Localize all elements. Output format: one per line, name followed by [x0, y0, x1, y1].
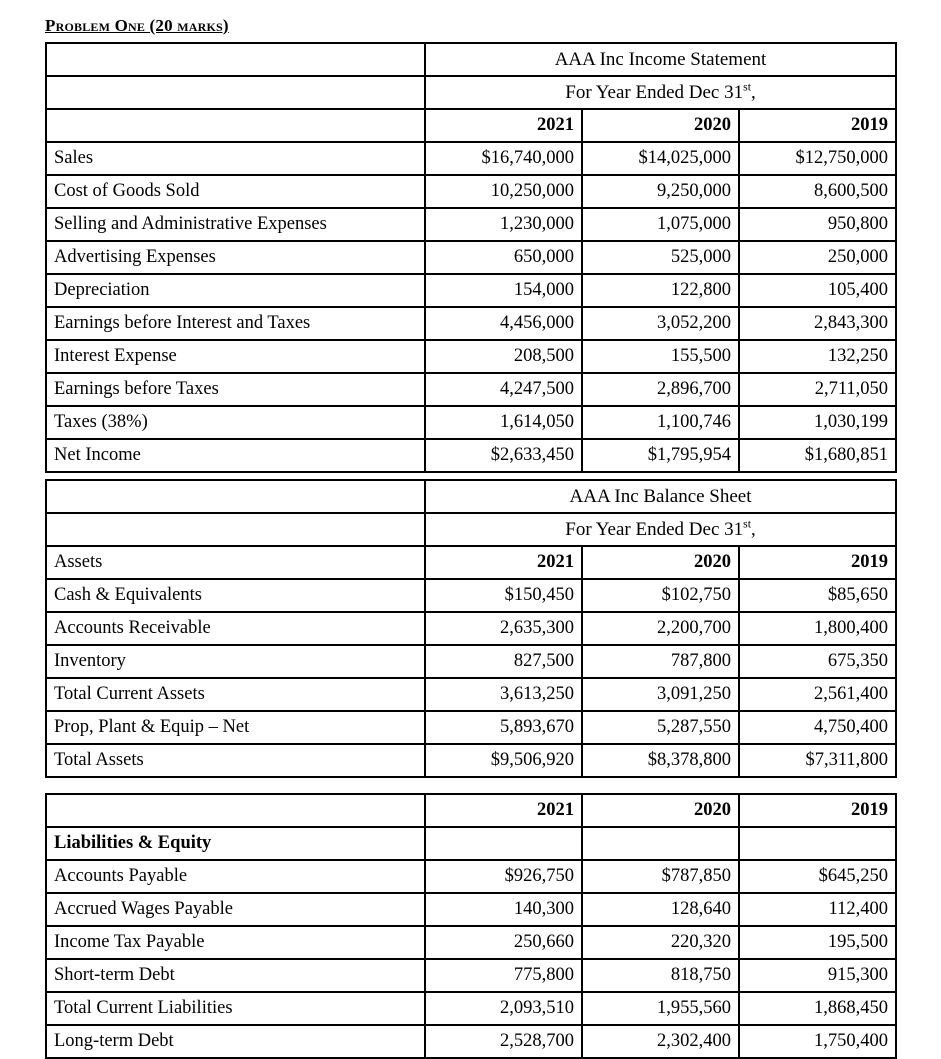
row-value-2021: 5,893,670	[425, 711, 582, 744]
row-label: Depreciation	[46, 274, 425, 307]
row-value-2019: 195,500	[739, 926, 896, 959]
row-value-2020: 1,955,560	[582, 992, 739, 1025]
table-row	[46, 579, 896, 612]
table-row	[46, 926, 896, 959]
table-row	[46, 307, 896, 340]
row-value-2020: 128,640	[582, 893, 739, 926]
column-header-year-2019: 2019	[739, 109, 896, 142]
row-value-2020: 1,100,746	[582, 406, 739, 439]
row-label: Interest Expense	[46, 340, 425, 373]
table-row	[46, 373, 896, 406]
row-value-2020: $8,378,800	[582, 744, 739, 777]
spacer-cell	[46, 43, 425, 76]
row-value-2019: 2,561,400	[739, 678, 896, 711]
column-header-year-2021: 2021	[425, 109, 582, 142]
table-row	[46, 241, 896, 274]
row-value-2019: $85,650	[739, 579, 896, 612]
row-label: Cost of Goods Sold	[46, 175, 425, 208]
table-row	[46, 274, 896, 307]
spacer-cell	[46, 109, 425, 142]
row-value-2021: $150,450	[425, 579, 582, 612]
row-value-2019: 132,250	[739, 340, 896, 373]
row-value-2019: 1,030,199	[739, 406, 896, 439]
row-label: Income Tax Payable	[46, 926, 425, 959]
row-label: Accounts Receivable	[46, 612, 425, 645]
empty-cell-2020	[582, 827, 739, 860]
row-value-2020: $1,795,954	[582, 439, 739, 472]
period-prefix: For Year Ended Dec 31	[565, 81, 744, 103]
row-value-2021: 208,500	[425, 340, 582, 373]
period-ordinal-suffix: st	[743, 517, 751, 531]
row-value-2021: $16,740,000	[425, 142, 582, 175]
table-row	[46, 340, 896, 373]
row-value-2021: 10,250,000	[425, 175, 582, 208]
table-row	[46, 827, 896, 860]
row-value-2021: 827,500	[425, 645, 582, 678]
row-value-2019: $645,250	[739, 860, 896, 893]
row-value-2020: 220,320	[582, 926, 739, 959]
row-label: Long-term Debt	[46, 1025, 425, 1058]
row-value-2020: 2,896,700	[582, 373, 739, 406]
table-row	[46, 794, 896, 827]
row-value-2019: 2,711,050	[739, 373, 896, 406]
period-prefix: For Year Ended Dec 31	[565, 518, 744, 540]
row-value-2020: 2,200,700	[582, 612, 739, 645]
row-value-2021: 4,247,500	[425, 373, 582, 406]
table-row	[46, 406, 896, 439]
row-value-2019: 8,600,500	[739, 175, 896, 208]
row-label: Sales	[46, 142, 425, 175]
column-header-year-2021: 2021	[425, 546, 582, 579]
row-value-2020: 155,500	[582, 340, 739, 373]
page-title: Problem One (20 marks)	[45, 16, 229, 35]
row-value-2019: 4,750,400	[739, 711, 896, 744]
column-header-year-2020: 2020	[582, 794, 739, 827]
table-row	[46, 744, 896, 777]
income-statement-table	[45, 42, 897, 473]
row-value-2019: 1,800,400	[739, 612, 896, 645]
balance-sheet-title: AAA Inc Balance Sheet	[425, 480, 896, 513]
row-value-2020: 525,000	[582, 241, 739, 274]
row-value-2019: $12,750,000	[739, 142, 896, 175]
row-label: Taxes (38%)	[46, 406, 425, 439]
column-header-year-2019: 2019	[739, 546, 896, 579]
row-value-2020: $102,750	[582, 579, 739, 612]
row-value-2020: 818,750	[582, 959, 739, 992]
row-value-2019: 950,800	[739, 208, 896, 241]
table-row	[46, 208, 896, 241]
column-header-year-2021: 2021	[425, 794, 582, 827]
balance-sheet-assets-table	[45, 479, 897, 778]
row-value-2021: $9,506,920	[425, 744, 582, 777]
row-label: Net Income	[46, 439, 425, 472]
table-row	[46, 1025, 896, 1058]
row-value-2021: 3,613,250	[425, 678, 582, 711]
spacer-cell	[46, 480, 425, 513]
period-comma: ,	[750, 518, 756, 540]
row-value-2020: 9,250,000	[582, 175, 739, 208]
row-value-2019: $7,311,800	[739, 744, 896, 777]
row-value-2019: $1,680,851	[739, 439, 896, 472]
row-value-2021: 650,000	[425, 241, 582, 274]
row-value-2021: 2,528,700	[425, 1025, 582, 1058]
row-value-2019: 2,843,300	[739, 307, 896, 340]
assets-section-label: Assets	[46, 546, 425, 579]
table-row	[46, 860, 896, 893]
row-value-2021: 250,660	[425, 926, 582, 959]
table-row	[46, 612, 896, 645]
table-row	[46, 645, 896, 678]
row-label: Selling and Administrative Expenses	[46, 208, 425, 241]
spacer-cell	[46, 794, 425, 827]
row-value-2020: 122,800	[582, 274, 739, 307]
table-row	[46, 175, 896, 208]
row-value-2019: 105,400	[739, 274, 896, 307]
row-label: Advertising Expenses	[46, 241, 425, 274]
period-comma: ,	[750, 81, 756, 103]
table-row	[46, 439, 896, 472]
row-value-2020: 1,075,000	[582, 208, 739, 241]
empty-cell-2021	[425, 827, 582, 860]
income-statement-period	[425, 76, 896, 109]
table-row	[46, 678, 896, 711]
row-label: Total Current Assets	[46, 678, 425, 711]
row-label: Cash & Equivalents	[46, 579, 425, 612]
liabilities-section-label: Liabilities & Equity	[46, 827, 425, 860]
row-value-2019: 250,000	[739, 241, 896, 274]
column-header-year-2020: 2020	[582, 546, 739, 579]
row-value-2021: 1,614,050	[425, 406, 582, 439]
row-value-2021: 2,635,300	[425, 612, 582, 645]
row-value-2021: $2,633,450	[425, 439, 582, 472]
row-value-2020: 787,800	[582, 645, 739, 678]
spacer-cell	[46, 76, 425, 109]
row-value-2021: 775,800	[425, 959, 582, 992]
row-value-2020: 3,091,250	[582, 678, 739, 711]
row-label: Inventory	[46, 645, 425, 678]
row-value-2020: $787,850	[582, 860, 739, 893]
table-row	[46, 142, 896, 175]
row-label: Earnings before Interest and Taxes	[46, 307, 425, 340]
table-row	[46, 513, 896, 546]
row-value-2020: 3,052,200	[582, 307, 739, 340]
row-value-2021: 154,000	[425, 274, 582, 307]
row-value-2020: 5,287,550	[582, 711, 739, 744]
table-row	[46, 109, 896, 142]
row-value-2020: $14,025,000	[582, 142, 739, 175]
row-value-2019: 675,350	[739, 645, 896, 678]
table-row	[46, 480, 896, 513]
income-statement-title: AAA Inc Income Statement	[425, 43, 896, 76]
row-value-2019: 1,868,450	[739, 992, 896, 1025]
column-header-year-2020: 2020	[582, 109, 739, 142]
row-value-2019: 1,750,400	[739, 1025, 896, 1058]
row-label: Earnings before Taxes	[46, 373, 425, 406]
table-row	[46, 893, 896, 926]
column-header-year-2019: 2019	[739, 794, 896, 827]
row-label: Total Current Liabilities	[46, 992, 425, 1025]
row-label: Total Assets	[46, 744, 425, 777]
table-row	[46, 546, 896, 579]
table-row	[46, 76, 896, 109]
table-row	[46, 992, 896, 1025]
period-ordinal-suffix: st	[743, 80, 751, 94]
spacer-cell	[46, 513, 425, 546]
row-value-2021: $926,750	[425, 860, 582, 893]
balance-sheet-liabilities-table	[45, 793, 897, 1059]
row-value-2019: 112,400	[739, 893, 896, 926]
table-row	[46, 711, 896, 744]
table-row	[46, 959, 896, 992]
row-label: Accounts Payable	[46, 860, 425, 893]
row-value-2021: 1,230,000	[425, 208, 582, 241]
table-row	[46, 43, 896, 76]
row-value-2021: 4,456,000	[425, 307, 582, 340]
balance-sheet-period	[425, 513, 896, 546]
row-label: Accrued Wages Payable	[46, 893, 425, 926]
row-value-2019: 915,300	[739, 959, 896, 992]
row-label: Short-term Debt	[46, 959, 425, 992]
row-label: Prop, Plant & Equip – Net	[46, 711, 425, 744]
empty-cell-2019	[739, 827, 896, 860]
row-value-2021: 140,300	[425, 893, 582, 926]
row-value-2021: 2,093,510	[425, 992, 582, 1025]
row-value-2020: 2,302,400	[582, 1025, 739, 1058]
